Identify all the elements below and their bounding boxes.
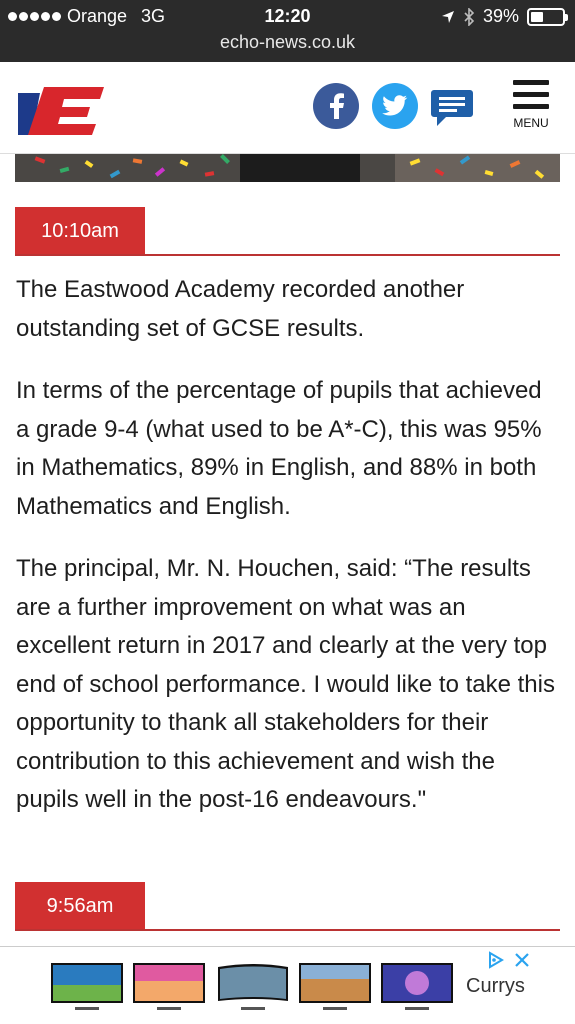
address-bar-url[interactable]: echo-news.co.uk	[219, 32, 356, 52]
menu-label: MENU	[513, 116, 549, 130]
bluetooth-icon	[463, 8, 475, 26]
ad-banner[interactable]	[0, 946, 575, 1024]
tv-product-image[interactable]	[216, 961, 290, 1015]
timestamp-divider	[15, 254, 560, 256]
adchoices-icon[interactable]	[487, 951, 505, 969]
battery-percent: 39%	[482, 6, 519, 26]
tv-product-image[interactable]	[380, 961, 454, 1015]
article-paragraph: The principal, Mr. N. Houchen, said: “The results are a further improvement on what was an excellent return in 2017 and clearly at the very top end of school performance. I would like to take this opportunity to thank all stakeholders for their contribution to this achievement and wish the pupils well in the post-16 endeavours."	[16, 555, 555, 813]
clock: 12:20	[264, 6, 311, 26]
timestamp-badge: 10:10am	[15, 207, 145, 255]
facebook-icon	[326, 93, 346, 119]
confetti-photo	[15, 154, 560, 182]
comment-icon	[430, 88, 474, 128]
ad-brand-name[interactable]: Currys	[466, 975, 525, 997]
tv-product-image[interactable]	[298, 961, 372, 1015]
tv-product-image[interactable]	[50, 961, 124, 1015]
site-header	[0, 62, 575, 154]
close-icon[interactable]	[513, 951, 531, 969]
timestamp-badge: 9:56am	[15, 882, 145, 930]
comment-button[interactable]	[430, 88, 474, 128]
twitter-share-button[interactable]	[372, 83, 418, 129]
hamburger-icon	[506, 80, 556, 109]
twitter-icon	[382, 95, 408, 117]
timestamp-header	[15, 207, 560, 257]
location-arrow-icon	[441, 10, 455, 24]
article-paragraph: The Eastwood Academy recorded another outstanding set of GCSE results.	[16, 276, 465, 342]
menu-button[interactable]	[506, 80, 556, 150]
article-photo	[15, 154, 560, 182]
echo-logo[interactable]	[18, 87, 104, 135]
timestamp-header	[15, 882, 560, 932]
article-paragraph: In terms of the percentage of pupils that achieved a grade 9-4 (what used to be A*-C), this was 95% in Mathematics, 89% in English, and 88% in both Mathematics and English.	[16, 377, 542, 520]
network-type: 3G	[141, 6, 166, 26]
ad-controls	[487, 951, 531, 969]
timestamp-divider	[15, 929, 560, 931]
status-right	[441, 6, 565, 27]
status-bar	[0, 0, 575, 62]
battery-level-fill	[531, 12, 543, 22]
carrier-name: Orange	[67, 6, 128, 26]
facebook-share-button[interactable]	[313, 83, 359, 129]
tv-product-image[interactable]	[132, 961, 206, 1015]
battery-icon	[527, 8, 565, 26]
